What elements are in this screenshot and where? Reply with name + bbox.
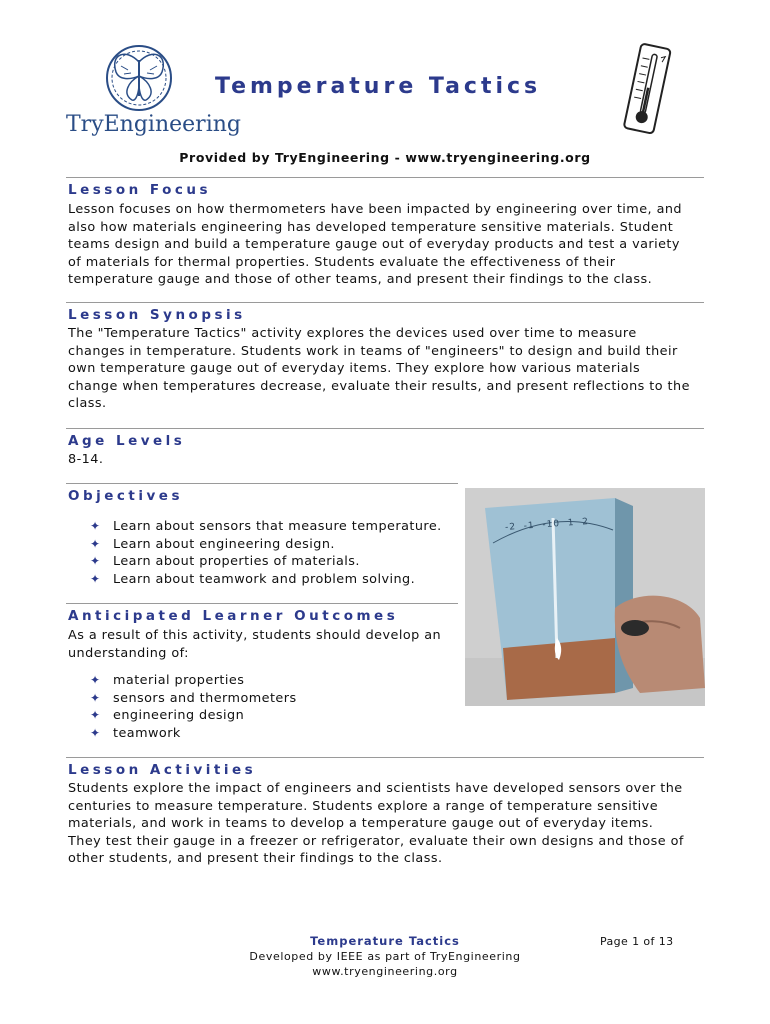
- photo-scale-labels: -2 -1 -10 1 2: [504, 517, 590, 533]
- lesson-focus-heading: Lesson Focus: [68, 182, 212, 198]
- divider: [66, 483, 458, 484]
- provided-by: Provided by TryEngineering - www.tryengineering.org: [179, 150, 591, 165]
- lesson-synopsis-heading: Lesson Synopsis: [68, 307, 246, 323]
- list-item: ✦ Learn about sensors that measure temperature.: [90, 519, 442, 534]
- list-item: ✦ sensors and thermometers: [90, 690, 297, 706]
- logo-wordmark: TryEngineering: [66, 112, 241, 137]
- butterfly-logo-icon: [66, 42, 216, 114]
- age-levels-text: 8-14.: [68, 452, 104, 467]
- star-bullet-icon: ✦: [90, 708, 101, 722]
- age-levels-heading: Age Levels: [68, 433, 186, 449]
- list-item: ✦ Learn about engineering design.: [90, 536, 335, 552]
- thermometer-icon: [614, 40, 684, 140]
- page-number: Page 1 of 13: [600, 935, 674, 948]
- outcomes-heading: Anticipated Learner Outcomes: [68, 608, 399, 624]
- activity-photo: [465, 488, 705, 706]
- star-bullet-icon: ✦: [90, 725, 101, 740]
- outcomes-list: [90, 672, 450, 742]
- divider: [66, 177, 704, 178]
- outcomes-intro: As a result of this activity, students should develop an understanding of:: [68, 628, 442, 661]
- lesson-synopsis-text: The "Temperature Tactics" activity explores the devices used over time to measure changes in temperature. Students work in teams of "engineers" to design and build their own temperature gauge out of everyday items. They explore how various materials change when temperatures decrease, evaluate their results, and present reflections to the class.: [68, 326, 690, 411]
- tryengineering-logo: [66, 42, 241, 142]
- footer-title: Temperature Tactics: [310, 934, 460, 948]
- star-bullet-icon: ✦: [90, 536, 101, 551]
- lesson-focus-text: Lesson focuses on how thermometers have been impacted by engineering over time, and also how materials engineering has developed temperature sensitive materials. Student teams design and build a temperature gauge out of everyday products and test a variety of materials for thermal properties. Students evaluate the effectiveness of their temperature gauge and those of other teams, and present their findings to the class.: [68, 202, 683, 287]
- star-bullet-icon: ✦: [90, 519, 101, 533]
- footer-url: www.tryengineering.org: [312, 965, 458, 978]
- lesson-activities-text: Students explore the impact of engineers and scientists have developed sensors over the centuries to measure temperature. Students explore a range of temperature sensitive materials, and work in teams to develop a temperature gauge out of everyday items. They test their gauge in a freezer or refrigerator, evaluate their own designs and those of other students, and present their findings to the class.: [68, 781, 684, 866]
- star-bullet-icon: ✦: [90, 673, 101, 687]
- page-title: Temperature Tactics: [215, 74, 542, 99]
- star-bullet-icon: ✦: [90, 690, 101, 705]
- objectives-heading: Objectives: [68, 488, 183, 504]
- list-item: ✦ Learn about teamwork and problem solving.: [90, 571, 416, 587]
- divider: [66, 302, 704, 303]
- divider: [66, 428, 704, 429]
- star-bullet-icon: ✦: [90, 554, 101, 568]
- star-bullet-icon: ✦: [90, 571, 101, 586]
- objectives-list: [90, 518, 460, 588]
- list-item: ✦ Learn about properties of materials.: [90, 554, 360, 569]
- footer-developed: Developed by IEEE as part of TryEngineering: [249, 950, 521, 963]
- list-item: ✦ material properties: [90, 673, 245, 688]
- list-item: ✦ engineering design: [90, 708, 245, 723]
- list-item: ✦ teamwork: [90, 725, 181, 741]
- lesson-activities-heading: Lesson Activities: [68, 762, 257, 778]
- divider: [66, 757, 704, 758]
- divider: [66, 603, 458, 604]
